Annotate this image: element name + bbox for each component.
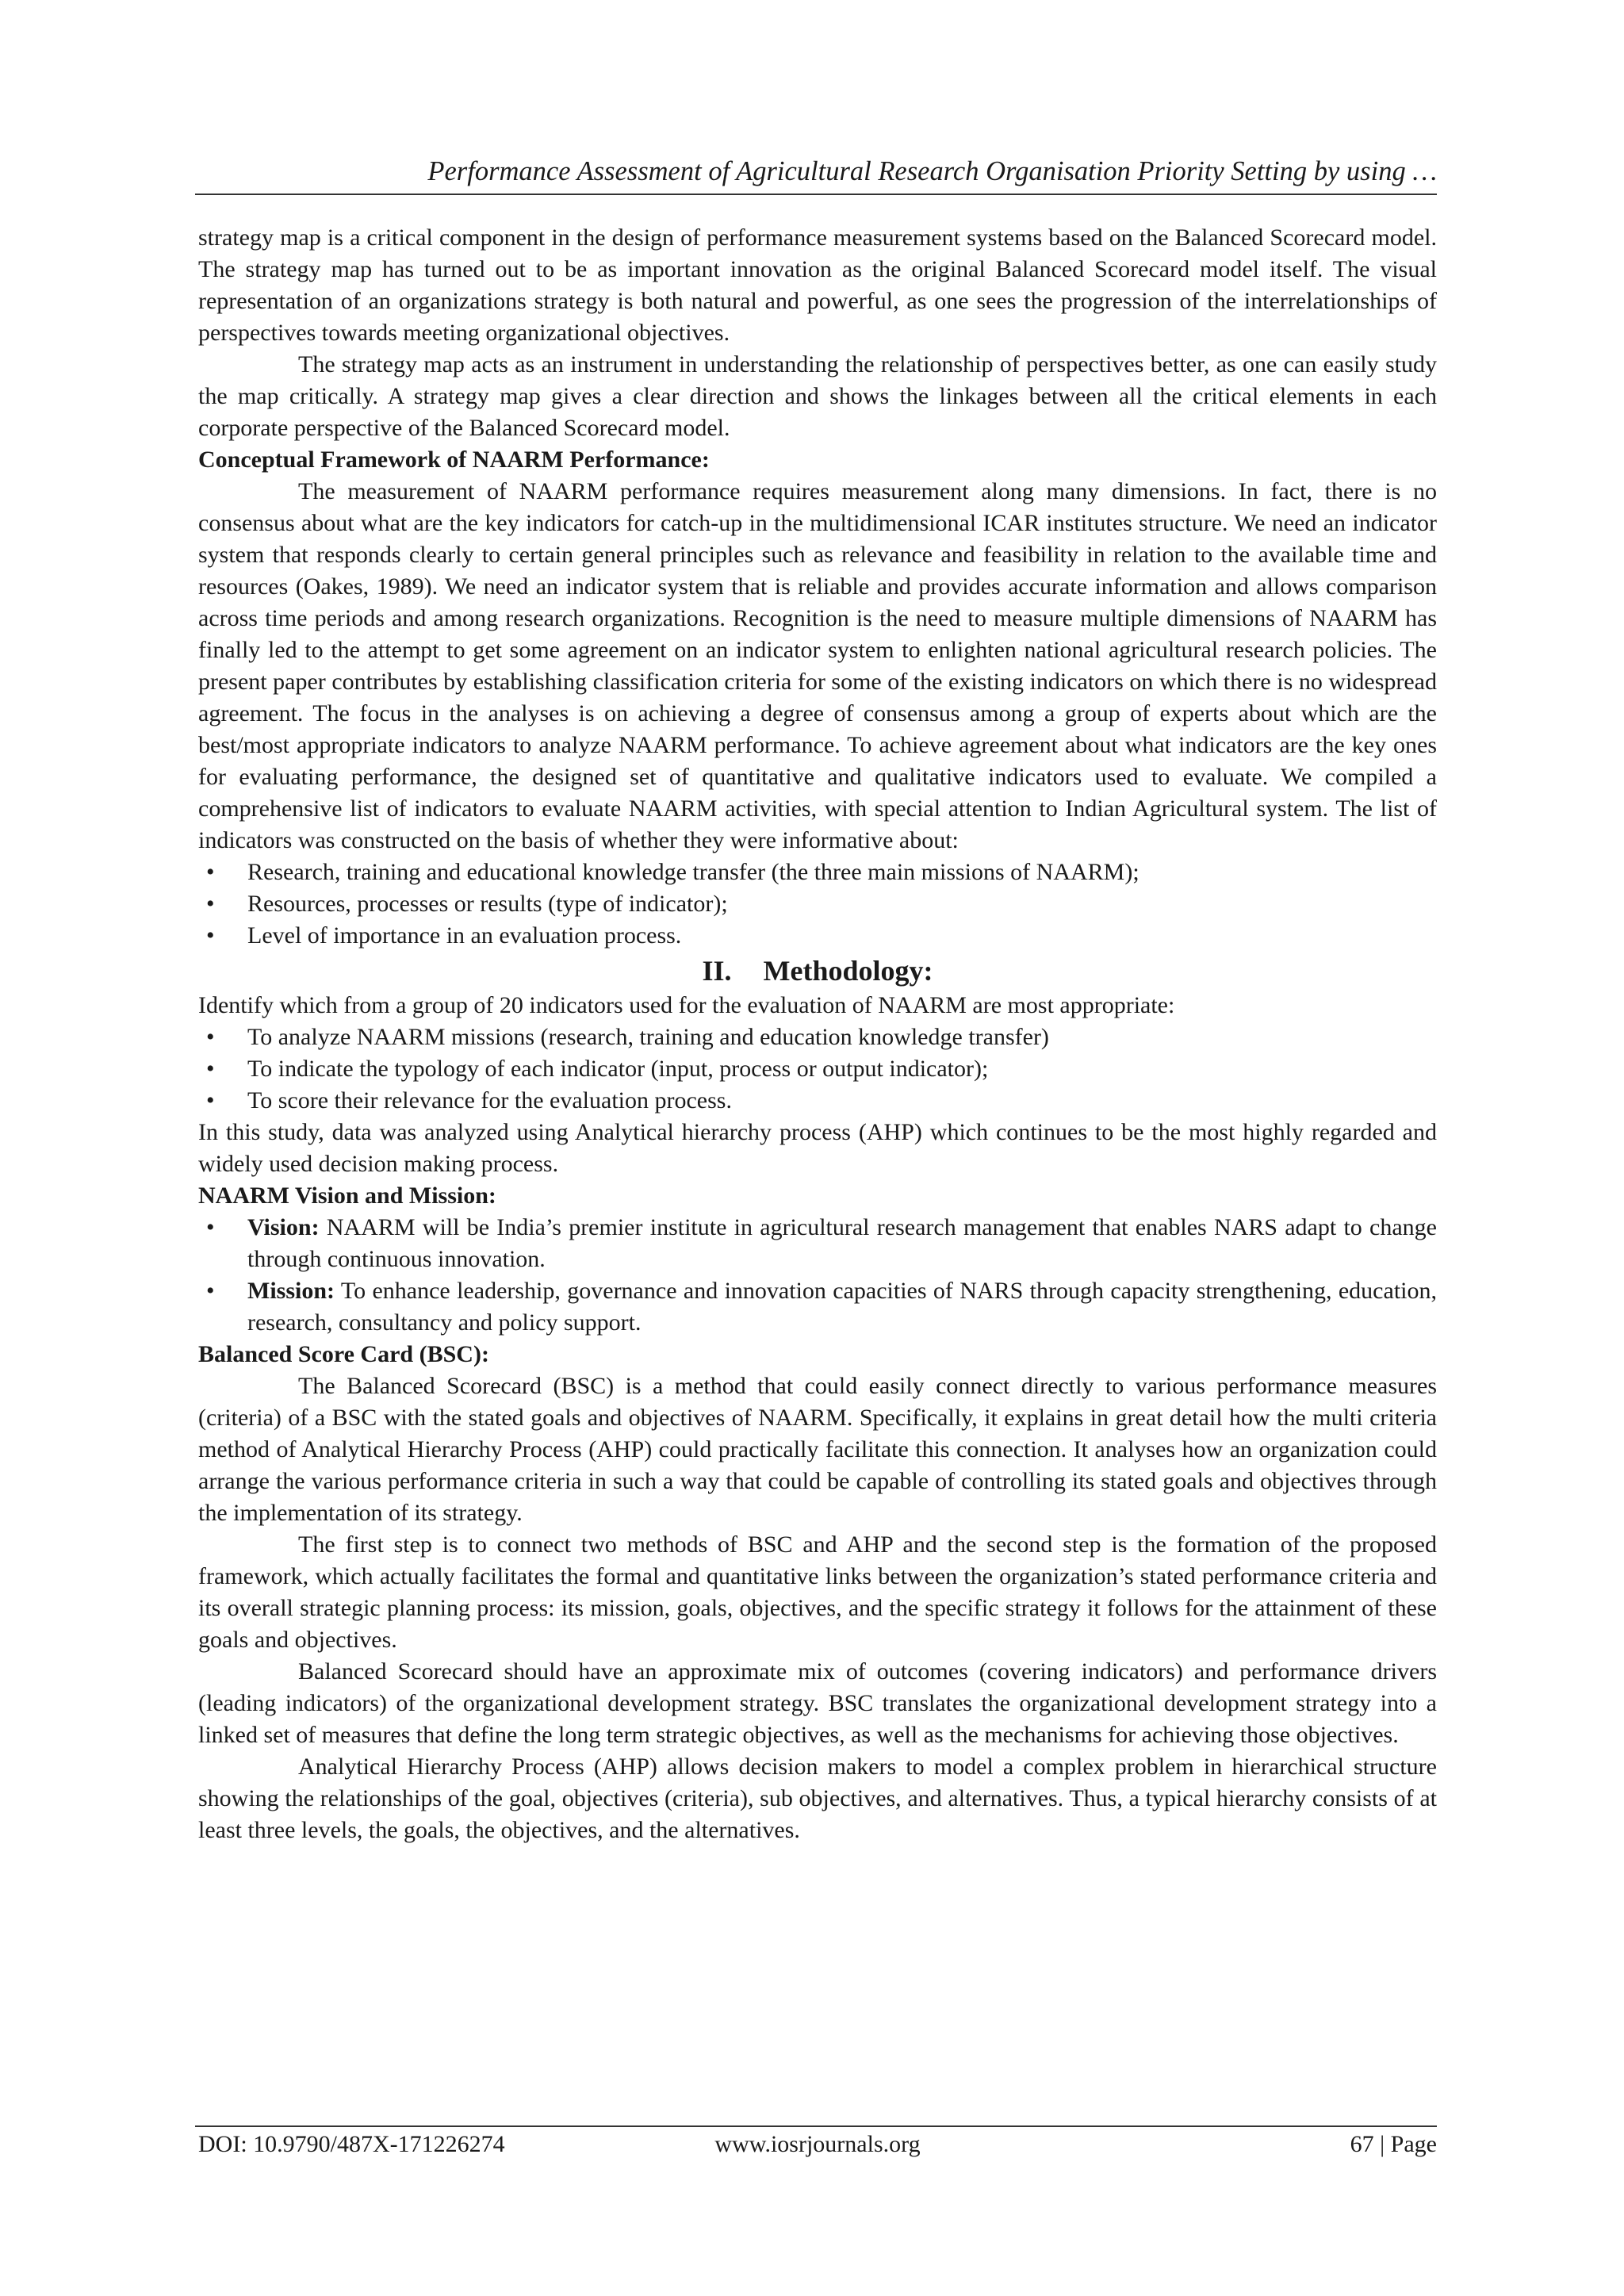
- bullet-list-informative: [198, 857, 1437, 952]
- header-rule: [195, 194, 1437, 195]
- list-item: • To indicate the typology of each indicator (input, process or output indicator);: [198, 1053, 1437, 1085]
- paragraph-bsc-method: The Balanced Scorecard (BSC) is a method that could easily connect directly to various performance measures (criteria) of a BSC with the stated goals and objectives of NAARM. Specifically, it explains in great detail how the multi criteria method of Analytical Hierarchy Process (AHP) could practically facilitate this connection. It analyses how an organization could arrange the various performance criteria in such a way that could be capable of controlling its stated goals and objectives through the implementation of its strategy.: [198, 1373, 1437, 1526]
- footer-website-link[interactable]: www.iosrjournals.org: [714, 2131, 921, 2157]
- paragraph-ahp-study: In this study, data was analyzed using Analytical hierarchy process (AHP) which continues to be the most highly regarded and widely used decision making process.: [198, 1119, 1437, 1177]
- bullet-list-vision-mission: [198, 1212, 1437, 1339]
- list-item: • To analyze NAARM missions (research, training and education knowledge transfer): [198, 1022, 1437, 1053]
- heading-bsc: Balanced Score Card (BSC):: [198, 1341, 489, 1367]
- footer-doi: DOI: 10.9790/487X-171226274: [198, 2131, 505, 2157]
- list-item-mission: [198, 1275, 1437, 1339]
- vision-label: Vision:: [247, 1214, 320, 1240]
- bullet-icon: •: [206, 1278, 215, 1304]
- vision-text: NAARM will be India’s premier institute in agricultural research management that enables NARS adapt to change through continuous innovation.: [247, 1214, 1437, 1272]
- bullet-icon: •: [206, 1056, 215, 1082]
- paragraph-measurement: The measurement of NAARM performance requires measurement along many dimensions. In fact, there is no consensus about what are the key indicators for catch-up in the multidimensional ICAR institutes structure. We need an indicator system that responds clearly to certain general principles such as relevance and feasibility in relation to the available time and resources (Oakes, 1989). We need an indicator system that is reliable and provides accurate information and allows comparison across time periods and among research organizations. Recognition is the need to measure multiple dimensions of NAARM has finally led to the attempt to get some agreement on an indicator system to enlighten national agricultural research policies. The present paper contributes by establishing classification criteria for some of the existing indicators on which there is no widespread agreement. The focus in the analyses is on achieving a degree of consensus among a group of experts about which are the best/most appropriate indicators to analyze NAARM performance. To achieve agreement about what indicators are the key ones for evaluating performance, the designed set of quantitative and qualitative indicators used to evaluate. We compiled a comprehensive list of indicators to evaluate NAARM activities, with special attention to Indian Agricultural system. The list of indicators was constructed on the basis of whether they were informative about:: [198, 478, 1437, 853]
- bullet-icon: •: [206, 1087, 215, 1114]
- bullet-icon: •: [206, 922, 215, 949]
- bullet-list-methodology: [198, 1022, 1437, 1117]
- bullet-icon: •: [206, 891, 215, 917]
- page-footer: [198, 2129, 1437, 2160]
- paragraph-strategy-map: strategy map is a critical component in the design of performance measurement systems based on the Balanced Scorecard model. The strategy map has turned out to be as important innovation as the original Balanced Scorecard model itself. The visual representation of an organizations strategy is both natural and powerful, as one sees the progression of the interrelationships of perspectives towards meeting organizational objectives.: [198, 224, 1437, 346]
- heading-conceptual-framework: Conceptual Framework of NAARM Performance:: [198, 447, 710, 473]
- paragraph-bsc-mix: Balanced Scorecard should have an approximate mix of outcomes (covering indicators) and performance drivers (leading indicators) of the organizational development strategy. BSC translates the organizational development strategy into a linked set of measures that define the long term strategic objectives, as well as the mechanisms for achieving those objectives.: [198, 1658, 1437, 1748]
- paragraph-strategy-map-instrument: The strategy map acts as an instrument in understanding the relationship of perspectives better, as one can easily study the map critically. A strategy map gives a clear direction and shows the linkages between all the critical elements in each corporate perspective of the Balanced Scorecard model.: [198, 351, 1437, 441]
- bullet-icon: •: [206, 1024, 215, 1050]
- list-item: • Level of importance in an evaluation process.: [198, 920, 1437, 952]
- bullet-icon: •: [206, 1214, 215, 1240]
- list-item: • To score their relevance for the evaluation process.: [198, 1085, 1437, 1117]
- mission-text: To enhance leadership, governance and innovation capacities of NARS through capacity strengthening, education, research, consultancy and policy support.: [247, 1278, 1437, 1336]
- heading-vision-mission: NAARM Vision and Mission:: [198, 1182, 496, 1209]
- section-title-methodology: [198, 952, 1437, 990]
- running-header: Performance Assessment of Agricultural Research Organisation Priority Setting by using …: [427, 156, 1437, 186]
- list-item-vision: [198, 1212, 1437, 1275]
- section-heading: Methodology:: [763, 955, 933, 987]
- paragraph-first-step: The first step is to connect two methods of BSC and AHP and the second step is the formation of the proposed framework, which actually facilitates the formal and quantitative links between the organization’s stated performance criteria and its overall strategic planning process: its mission, goals, objectives, and the specific strategy it follows for the attainment of these goals and objectives.: [198, 1531, 1437, 1653]
- footer-rule: [195, 2125, 1437, 2127]
- footer-page-number: 67 | Page: [1350, 2131, 1437, 2157]
- list-item: • Resources, processes or results (type of indicator);: [198, 888, 1437, 920]
- section-number: II.: [702, 955, 732, 987]
- list-item: • Research, training and educational knowledge transfer (the three main missions of NAARM);: [198, 857, 1437, 888]
- paragraph-ahp-hierarchy: Analytical Hierarchy Process (AHP) allows decision makers to model a complex problem in hierarchical structure showing the relationships of the goal, objectives (criteria), sub objectives, and alternatives. Thus, a typical hierarchy consists of at least three levels, the goals, the objectives, and the alternatives.: [198, 1754, 1437, 1843]
- bullet-icon: •: [206, 859, 215, 885]
- mission-label: Mission:: [247, 1278, 335, 1304]
- paragraph-identify: Identify which from a group of 20 indicators used for the evaluation of NAARM are most appropriate:: [198, 992, 1175, 1018]
- page-content: [198, 222, 1437, 1846]
